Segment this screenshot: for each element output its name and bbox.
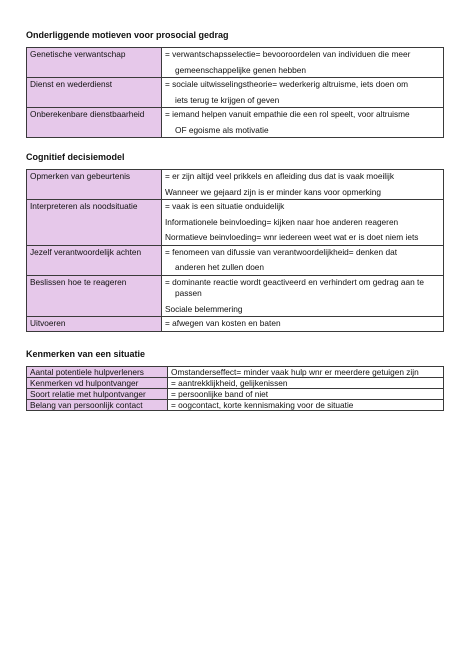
value-line: = sociale uitwisselingstheorie= wederkerig altruisme, iets doen om bbox=[165, 79, 409, 89]
row-value bbox=[162, 245, 444, 275]
situation-table bbox=[26, 366, 444, 411]
row-key: Uitvoeren bbox=[27, 317, 162, 332]
row-key: Jezelf verantwoordelijk achten bbox=[27, 245, 162, 275]
value-line: OF egoisme als motivatie bbox=[175, 124, 269, 135]
value-line: = dominante reactie wordt geactiveerd en verhindert om gedrag aan te bbox=[165, 276, 424, 287]
row-value bbox=[162, 170, 444, 200]
table-row bbox=[27, 245, 444, 275]
value-line: = aantrekklijkheid, gelijkenissen bbox=[171, 378, 288, 388]
section-situation-characteristics bbox=[26, 349, 444, 411]
section-heading: Kenmerken van een situatie bbox=[26, 349, 146, 359]
table-row bbox=[27, 367, 444, 378]
table-row bbox=[27, 170, 444, 200]
value-line: = persoonlijke band of niet bbox=[171, 389, 269, 399]
section-decision-model bbox=[26, 152, 444, 332]
row-value bbox=[162, 275, 444, 317]
motives-table bbox=[26, 47, 444, 138]
value-line: = er zijn altijd veel prikkels en afleiding dus dat is vaak moeilijk bbox=[165, 171, 394, 181]
table-row bbox=[27, 275, 444, 317]
value-line: = iemand helpen vanuit empathie die een rol speelt, voor altruisme bbox=[165, 109, 410, 119]
row-key: Dienst en wederdienst bbox=[27, 78, 162, 108]
value-line: Wanneer we gejaard zijn is er minder kans voor opmerking bbox=[165, 186, 381, 197]
table-row bbox=[27, 48, 444, 78]
row-key: Interpreteren als noodsituatie bbox=[27, 200, 162, 246]
table-row bbox=[27, 400, 444, 411]
table-row bbox=[27, 378, 444, 389]
value-line: passen bbox=[175, 288, 202, 298]
row-key: Genetische verwantschap bbox=[27, 48, 162, 78]
value-line: = afwegen van kosten en baten bbox=[165, 318, 281, 328]
row-key: Onberekenbare dienstbaarheid bbox=[27, 108, 162, 138]
value-line: = oogcontact, korte kennismaking voor de situatie bbox=[171, 400, 354, 410]
row-key: Kenmerken vd hulpontvanger bbox=[27, 378, 168, 389]
table-row bbox=[27, 200, 444, 246]
table-row bbox=[27, 389, 444, 400]
value-line: iets terug te krijgen of geven bbox=[175, 94, 280, 105]
row-value bbox=[162, 317, 444, 332]
row-value bbox=[162, 48, 444, 78]
value-line: gemeenschappelijke genen hebben bbox=[175, 64, 307, 75]
row-value bbox=[162, 78, 444, 108]
value-line: = fenomeen van difussie van verantwoordelijkheid= denken dat bbox=[165, 246, 398, 257]
row-key: Opmerken van gebeurtenis bbox=[27, 170, 162, 200]
row-value bbox=[168, 367, 444, 378]
section-heading: Cognitief decisiemodel bbox=[26, 152, 125, 162]
row-key: Belang van persoonlijk contact bbox=[27, 400, 168, 411]
row-key: Soort relatie met hulpontvanger bbox=[27, 389, 168, 400]
row-value bbox=[162, 108, 444, 138]
row-key: Aantal potentiele hulpverleners bbox=[27, 367, 168, 378]
value-line: Sociale belemmering bbox=[165, 303, 243, 314]
row-value bbox=[168, 378, 444, 389]
row-value bbox=[162, 200, 444, 246]
section-heading: Onderliggende motieven voor prosocial gedrag bbox=[26, 30, 229, 40]
row-value bbox=[168, 389, 444, 400]
value-line: = vaak is een situatie onduidelijk bbox=[165, 201, 285, 211]
value-line: anderen het zullen doen bbox=[175, 262, 265, 272]
row-key: Beslissen hoe te reageren bbox=[27, 275, 162, 317]
table-row bbox=[27, 78, 444, 108]
table-row bbox=[27, 317, 444, 332]
value-line: Omstanderseffect= minder vaak hulp wnr er meerdere getuigen zijn bbox=[171, 367, 419, 377]
section-motives bbox=[26, 30, 444, 138]
value-line: = verwantschapsselectie= bevooroordelen van individuen die meer bbox=[165, 49, 411, 59]
value-line: Normatieve beinvloeding= wnr iedereen weet wat er is doet niem iets bbox=[165, 232, 419, 242]
table-row bbox=[27, 108, 444, 138]
row-value bbox=[168, 400, 444, 411]
value-line: Informationele beinvloeding= kijken naar hoe anderen reageren bbox=[165, 216, 399, 227]
decision-model-table bbox=[26, 169, 444, 332]
